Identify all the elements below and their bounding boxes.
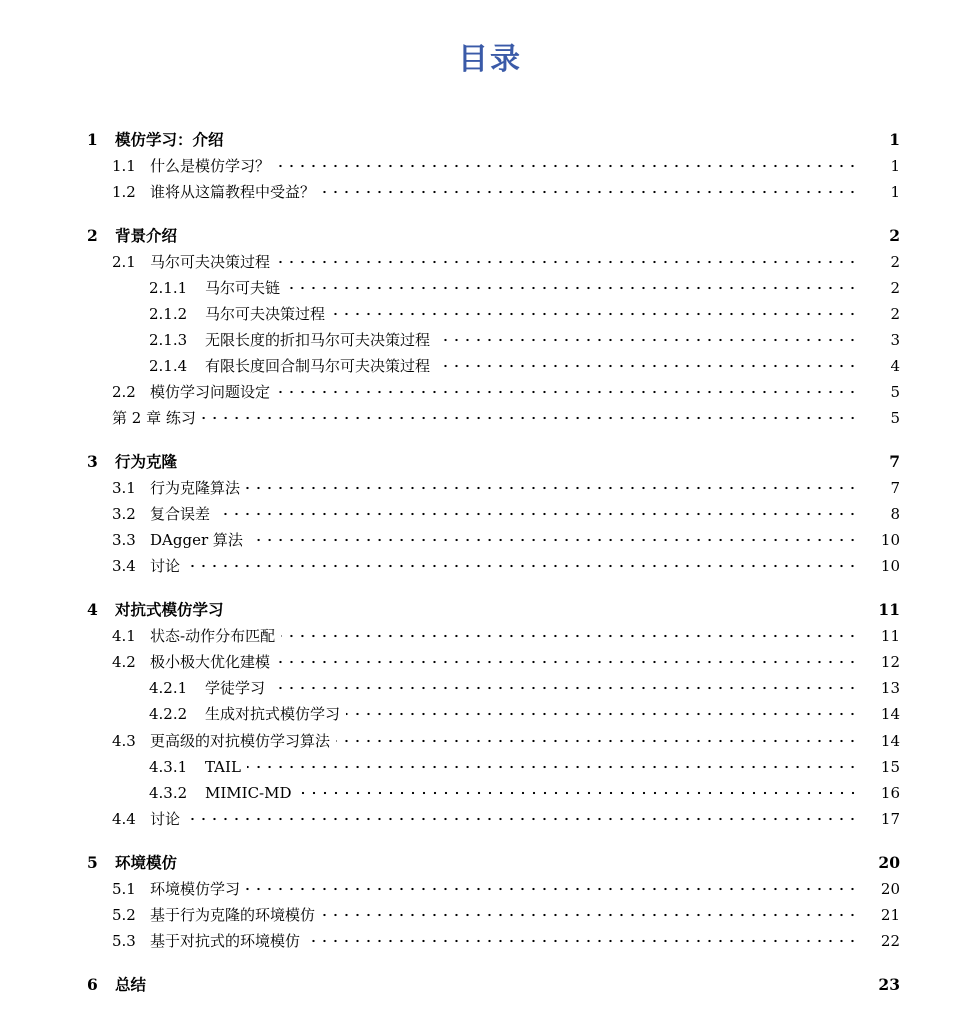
entry-page: 3 [890,331,900,349]
entry-title: 谁将从这篇教程中受益？ [150,183,316,201]
entry-number: 2.1.2 [149,305,188,323]
toc-subsection[interactable] [149,354,900,378]
dot-leader [186,807,858,831]
entry-title: 基于行为克隆的环境模仿 [150,906,316,924]
toc-chapter[interactable] [87,851,900,875]
toc-subsection[interactable] [149,328,900,352]
entry-title: 对抗式模仿学习 [115,600,224,619]
entry-page: 10 [880,531,900,549]
entry-page: 23 [878,975,900,994]
dot-leader [336,729,858,753]
entry-number: 4.4 [112,810,136,828]
entry-title: 背景介绍 [115,226,178,245]
toc-subsection[interactable] [149,755,900,779]
entry-title: 模仿学习问题设定 [150,383,271,401]
toc-subsection[interactable] [149,302,900,326]
entry-page: 15 [880,758,900,776]
toc-section[interactable] [112,807,900,831]
entry-title: 讨论 [150,557,181,575]
entry-title: 环境模仿学习 [150,880,241,898]
entry-page: 20 [880,880,900,898]
entry-number: 3.2 [112,505,136,523]
entry-number: 4.3.1 [149,758,188,776]
entry-number: 1.1 [112,157,136,175]
entry-title: 马尔可夫决策过程 [205,305,326,323]
entry-title: 第 2 章 练习 [112,409,196,427]
entry-number: 2.1.4 [149,357,188,375]
dot-leader [152,973,856,997]
entry-title: 生成对抗式模仿学习 [205,705,341,723]
dot-leader [281,624,858,648]
entry-page: 21 [880,906,900,924]
entry-title: 状态-动作分布匹配 [150,627,276,645]
toc-section[interactable] [112,476,900,500]
dot-leader [186,554,858,578]
toc-section[interactable] [112,554,900,578]
dot-leader [216,502,858,526]
entry-number: 2.2 [112,383,136,401]
toc-section[interactable] [112,380,900,404]
entry-number: 3.3 [112,531,136,549]
dot-leader [249,528,858,552]
entry-title: 环境模仿 [115,853,178,872]
entry-page: 7 [890,479,900,497]
toc-chapter[interactable] [87,224,900,248]
dot-leader [321,180,858,204]
toc-section[interactable] [112,929,900,953]
entry-number: 5 [87,853,98,872]
dot-leader [321,903,858,927]
toc-section[interactable] [112,877,900,901]
entry-number: 2.1.1 [149,279,188,297]
entry-title: 马尔可夫决策过程 [150,253,271,271]
entry-page: 11 [878,600,900,619]
entry-number: 4.2.2 [149,705,188,723]
toc-subsection[interactable] [149,676,900,700]
dot-leader [246,476,858,500]
dot-leader [436,328,858,352]
dot-leader [276,250,858,274]
entry-title: 学徒学习 [205,679,266,697]
entry-title: 无限长度的折扣马尔可夫决策过程 [205,331,431,349]
dot-leader [346,702,858,726]
entry-page: 20 [878,853,900,872]
entry-page: 1 [890,157,900,175]
entry-page: 2 [890,305,900,323]
dot-leader [246,877,858,901]
entry-page: 22 [880,932,900,950]
entry-page: 1 [890,183,900,201]
dot-leader [331,302,858,326]
entry-page: 4 [890,357,900,375]
entry-page: 2 [889,226,900,245]
entry-number: 2.1 [112,253,136,271]
entry-number: 6 [87,975,98,994]
entry-title: 极小极大优化建模 [150,653,271,671]
entry-page: 5 [890,383,900,401]
entry-page: 7 [889,452,900,471]
entry-title: 行为克隆算法 [150,479,241,497]
toc-subsection[interactable] [149,702,900,726]
entry-page: 2 [890,253,900,271]
dot-leader [230,128,858,152]
toc-section[interactable] [112,650,900,674]
entry-page: 2 [890,279,900,297]
entry-title: 有限长度回合制马尔可夫决策过程 [205,357,431,375]
toc-chapter[interactable] [87,450,900,474]
entry-page: 12 [880,653,900,671]
toc-section[interactable] [112,528,900,552]
entry-title: 模仿学习：介绍 [115,130,224,149]
dot-leader [230,598,857,622]
dot-leader [247,755,858,779]
dot-leader [276,154,858,178]
toc-section[interactable] [112,250,900,274]
page-title: 目录 [458,42,522,77]
dot-leader [286,276,858,300]
dot-leader [276,380,858,404]
dot-leader [271,676,858,700]
dot-leader [183,851,856,875]
entry-number: 4 [87,600,98,619]
dot-leader [306,929,858,953]
entry-title: 什么是模仿学习？ [150,157,271,175]
entry-title: 总结 [115,975,147,994]
entry-number: 4.1 [112,627,136,645]
entry-page: 8 [890,505,900,523]
toc-chapter[interactable] [87,973,900,997]
dot-leader [202,406,858,430]
entry-number: 3 [87,452,98,471]
entry-number: 3.1 [112,479,136,497]
toc-section[interactable] [112,624,900,648]
entry-number: 2 [87,226,98,245]
entry-title: TAIL [205,758,241,776]
toc-section[interactable] [112,154,900,178]
entry-number: 4.3 [112,732,136,750]
toc-subsection[interactable] [149,276,900,300]
toc-section[interactable] [112,729,900,753]
entry-number: 3.4 [112,557,136,575]
entry-number: 5.3 [112,932,136,950]
toc-subsection[interactable] [149,781,900,805]
entry-title: MIMIC-MD [205,784,292,802]
entry-number: 5.2 [112,906,136,924]
entry-page: 14 [880,732,900,750]
entry-page: 13 [880,679,900,697]
entry-number: 4.2 [112,653,136,671]
toc-exercise[interactable] [112,406,900,430]
entry-page: 14 [880,705,900,723]
toc-chapter[interactable] [87,128,900,152]
toc-chapter[interactable] [87,598,900,622]
toc-section[interactable] [112,502,900,526]
entry-title: 复合误差 [150,505,211,523]
entry-page: 10 [880,557,900,575]
entry-title: 基于对抗式的环境模仿 [150,932,301,950]
dot-leader [183,224,858,248]
entry-number: 2.1.3 [149,331,188,349]
entry-title: 更高级的对抗模仿学习算法 [150,732,331,750]
entry-number: 1 [87,130,98,149]
dot-leader [276,650,858,674]
entry-title: DAgger 算法 [150,531,243,549]
toc-section[interactable] [112,180,900,204]
dot-leader [298,781,859,805]
entry-title: 讨论 [150,810,181,828]
entry-page: 16 [880,784,900,802]
dot-leader [436,354,858,378]
dot-leader [183,450,858,474]
entry-title: 行为克隆 [115,452,178,471]
entry-page: 17 [880,810,900,828]
entry-page: 11 [880,627,900,645]
entry-number: 4.2.1 [149,679,188,697]
toc-section[interactable] [112,903,900,927]
entry-number: 1.2 [112,183,136,201]
entry-title: 马尔可夫链 [205,279,281,297]
entry-number: 5.1 [112,880,136,898]
entry-page: 1 [889,130,900,149]
entry-page: 5 [890,409,900,427]
entry-number: 4.3.2 [149,784,188,802]
